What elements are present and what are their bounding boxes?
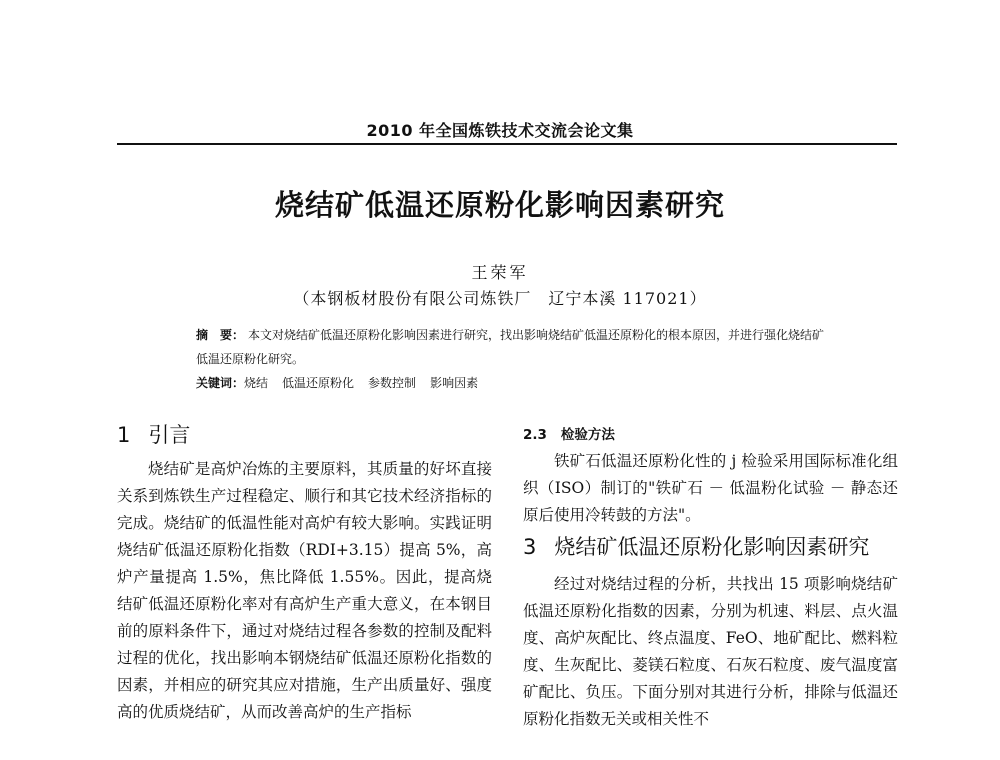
left-column — [117, 420, 492, 726]
subsection-heading-test-method — [523, 422, 898, 448]
keyword: 低温还原粉化 — [282, 376, 355, 390]
subsection-number: 2.3 — [523, 427, 547, 443]
section-number: 1 — [117, 423, 131, 447]
test-method-paragraph: 铁矿石低温还原粉化性的 j 检验采用国际标准化组织（ISO）制订的"铁矿石 － 低温粉化试验 － 静态还原后使用冷转鼓的方法"。 — [523, 452, 898, 524]
abstract — [196, 323, 826, 371]
keyword: 影响因素 — [430, 376, 479, 390]
abstract-text: 本文对烧结矿低温还原粉化影响因素进行研究，找出影响烧结矿低温还原粉化的根本原因，并进行强化烧结矿低温还原粉化研究。 — [196, 328, 825, 366]
subsection-title: 检验方法 — [560, 427, 615, 443]
keyword: 烧结 — [244, 376, 269, 390]
right-column — [523, 420, 898, 733]
section-title: 烧结矿低温还原粉化影响因素研究 — [554, 535, 870, 559]
introduction-paragraph: 烧结矿是高炉冶炼的主要原料，其质量的好坏直接关系到炼铁生产过程稳定、顺行和其它技术经济指标的完成。烧结矿的低温性能对高炉有较大影响。实践证明烧结矿低温还原粉化指数（RDI+3.15）提高 5%，高炉产量提高 1.5%，焦比降低 1.55%。因此，提高烧结矿低温还原粉化率对有高炉生产重大意义，在本钢目前的原料条件下，通过对烧结过程各参数的控制及配料过程的优化，找出影响本钢烧结矿低温还原粉化指数的因素，并相应的研究其应对措施，生产出质量好、强度高的优质烧结矿，从而改善高炉的生产指标 — [117, 460, 492, 721]
author-name: 王荣军 — [471, 263, 529, 282]
keywords-label: 关键词： — [196, 376, 245, 390]
section-heading-influencing-factors — [523, 531, 898, 563]
paper-title: 烧结矿低温还原粉化影响因素研究 — [274, 188, 725, 222]
influencing-factors-paragraph: 经过对烧结过程的分析，共找出 15 项影响烧结矿低温还原粉化指数的因素，分别为机速、料层、点火温度、高炉灰配比、终点温度、FeO、地矿配比、燃料粒度、生灰配比、菱镁石粒度、石灰石粒度、废气温度富矿配比、负压。下面分别对其进行分析，排除与低温还原粉化指数无关或相关性不 — [523, 575, 898, 728]
keyword: 参数控制 — [368, 376, 417, 390]
header-rule — [117, 143, 897, 145]
section-heading-introduction — [117, 420, 492, 450]
running-header: 2010 年全国炼铁技术交流会论文集 — [366, 121, 634, 140]
abstract-label: 摘 要： — [196, 328, 245, 342]
section-number: 3 — [523, 535, 537, 559]
keywords — [196, 371, 826, 395]
section-title: 引言 — [148, 423, 191, 447]
author-affiliation: （本钢板材股份有限公司炼铁厂 辽宁本溪 117021） — [293, 289, 707, 308]
